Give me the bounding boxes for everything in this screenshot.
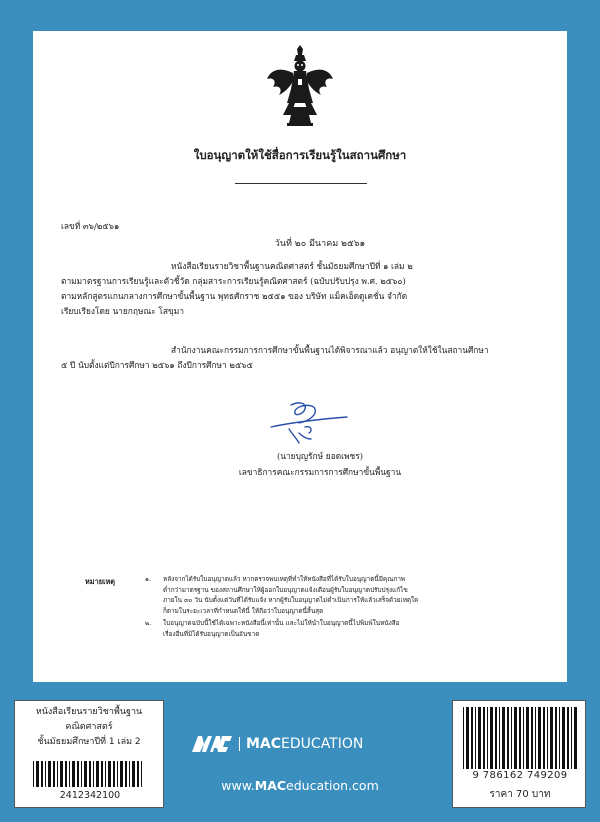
book-info-box — [14, 700, 164, 808]
paragraph-line: ๕ ปี นับตั้งแต่ปีการศึกษา ๒๕๖๑ ถึงปีการศึกษา ๒๕๖๕ — [61, 360, 253, 370]
isbn-barcode-icon — [463, 707, 577, 769]
book-series-line: หนังสือเรียนรายวิชาพื้นฐาน — [35, 707, 143, 717]
book-subject-line: คณิตศาสตร์ — [65, 722, 113, 732]
paragraph-line: ตามมาตรฐานการเรียนรู้และตัวชี้วัด กลุ่มสาระการเรียนรู้คณิตศาสตร์ (ฉบับปรับปรุง พ.ศ. ๒๕๖๐) — [61, 276, 406, 286]
website-prefix: www. — [221, 778, 255, 793]
note-number: ๒. — [145, 619, 152, 628]
mac-logo-mark-icon — [192, 736, 232, 752]
logo-separator — [239, 737, 240, 751]
license-paragraph-2 — [61, 343, 489, 373]
license-title: ใบอนุญาตให้ใช้สื่อการเรียนรู้ในสถานศึกษา — [193, 148, 407, 162]
signatory-position: เลขาธิการคณะกรรมการการศึกษาขั้นพื้นฐาน — [238, 467, 402, 477]
mac-education-logo — [192, 734, 363, 754]
note-line: เรื่องอื่นที่มิได้รับอนุญาตเป็นอันขาด — [163, 629, 260, 638]
license-date: วันที่ ๒๐ มีนาคม ๒๕๖๑ — [274, 239, 366, 249]
garuda-emblem-icon — [265, 45, 335, 127]
note-item — [145, 618, 418, 639]
license-paragraph-1 — [61, 259, 413, 319]
price-label: ราคา 70 บาท — [489, 789, 551, 800]
book-level-line: ชั้นมัธยมศึกษาปีที่ 1 เล่ม 2 — [37, 737, 141, 747]
signature-icon — [269, 399, 349, 445]
note-line: ใบอนุญาตฉบับนี้ใช้ได้เฉพาะหนังสือนี้เท่านั้น และไม่ให้นำใบอนุญาตนี้ไปพิมพ์ในหนังสือ — [163, 619, 400, 628]
note-number: ๑. — [145, 575, 152, 583]
paragraph-line: สำนักงานคณะกรรมการการศึกษาขั้นพื้นฐานได้พิจารณาแล้ว อนุญาตให้ใช้ในสถานศึกษา — [171, 345, 489, 355]
website-url — [170, 778, 430, 793]
small-barcode-number: 2412342100 — [59, 790, 121, 801]
paragraph-line: ตามหลักสูตรแกนกลางการศึกษาขั้นพื้นฐาน พุทธศักราช ๒๕๕๑ ของ บริษัท แม็คเอ็ดดูเคชั่น จำกัด — [61, 291, 408, 301]
title-divider — [235, 183, 367, 184]
note-line: หลังจากได้รับใบอนุญาตแล้ว หากตรวจพบเหตุที่ทำให้หนังสือที่ได้รับใบอนุญาตนี้มีคุณภาพ — [163, 575, 406, 583]
note-item — [145, 574, 418, 616]
isbn-barcode-box — [452, 700, 586, 808]
website-suffix: education.com — [286, 778, 379, 793]
license-document — [33, 31, 567, 682]
small-barcode-icon — [33, 761, 145, 787]
note-line: ต่ำกว่ามาตรฐาน ของสถานศึกษาให้ผู้ออกใบอนุญาตแจ้งเตือนผู้รับใบอนุญาตปรับปรุงแก้ไข — [163, 585, 408, 594]
signatory-name: (นายบุญรักษ์ ยอดเพชร) — [276, 451, 363, 461]
isbn-number: 9 786162 749209 — [472, 770, 568, 781]
note-line: ภายใน ๓๐ วัน นับตั้งแต่วันที่ได้รับแจ้ง หากผู้รับใบอนุญาตไม่ดำเนินการให้แล้วเสร็จด้วยเหตุใด — [163, 596, 419, 605]
logo-education-text: EDUCATION — [281, 736, 364, 752]
license-reference-number: เลขที่ ๓๖/๒๕๖๑ — [61, 221, 120, 231]
note-line: ก็ตามในระยะเวลาที่กำหนดให้นี้ ให้ถือว่าใบอนุญาตนี้สิ้นสุด — [163, 606, 324, 615]
website-brand: MAC — [254, 778, 287, 793]
notes-label: หมายเหตุ — [85, 577, 116, 586]
notes-list — [145, 574, 418, 640]
paragraph-line: เรียบเรียงโดย นายกฤษณะ โสขุมา — [61, 306, 184, 316]
logo-mac-text: MAC — [246, 736, 282, 752]
paragraph-line: หนังสือเรียนรายวิชาพื้นฐานคณิตศาสตร์ ชั้นมัธยมศึกษาปีที่ ๑ เล่ม ๒ — [171, 261, 413, 271]
